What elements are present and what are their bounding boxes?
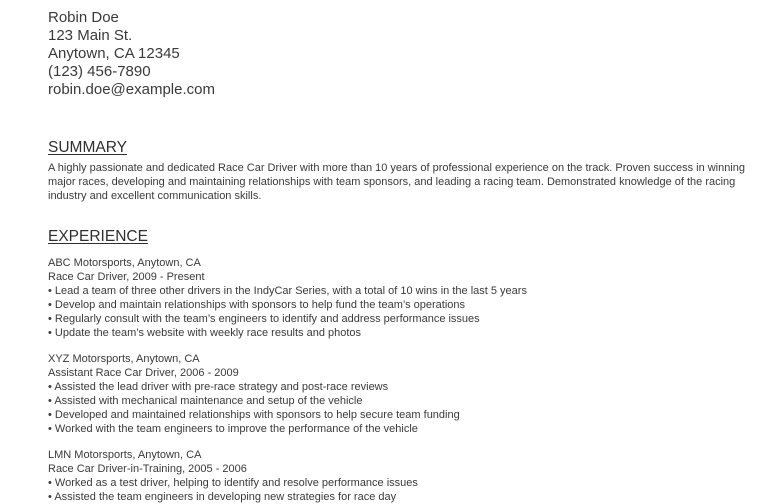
- job-company: XYZ Motorsports, Anytown, CA: [48, 353, 200, 365]
- contact-city: Anytown, CA 12345: [48, 45, 180, 62]
- job-entry: [48, 256, 748, 340]
- job-bullet: • Develop and maintain relationships with sponsors to help fund the team’s operations: [48, 298, 748, 312]
- job-bullet: • Lead a team of three other drivers in the IndyCar Series, with a total of 10 wins in the last 5 years: [48, 284, 748, 298]
- job-bullet: • Assisted the team engineers in developing new strategies for race day: [48, 490, 748, 504]
- job-bullet: • Worked as a test driver, helping to identify and resolve performance issues: [48, 476, 748, 490]
- job-bullet: • Assisted with mechanical maintenance and setup of the vehicle: [48, 394, 748, 408]
- contact-block: [48, 9, 748, 99]
- job-role: Assistant Race Car Driver, 2006 - 2009: [48, 367, 239, 379]
- job-entry: [48, 352, 748, 436]
- contact-name: Robin Doe: [48, 9, 119, 26]
- experience-heading: EXPERIENCE: [48, 228, 148, 245]
- job-bullet: • Developed and maintained relationships with sponsors to help secure team funding: [48, 408, 748, 422]
- summary-heading: SUMMARY: [48, 139, 127, 156]
- contact-email: robin.doe@example.com: [48, 81, 215, 98]
- job-role: Race Car Driver, 2009 - Present: [48, 271, 205, 283]
- summary-text: A highly passionate and dedicated Race Car Driver with more than 10 years of professional experience on the track. Proven success in winning major races, developing and maintaining relationships with team sponsors, and leading a racing team. Demonstrated knowledge of the racing industry and excellent communication skills.: [48, 162, 746, 202]
- job-bullet: • Regularly consult with the team’s engineers to identify and address performance issues: [48, 312, 748, 326]
- job-bullet: • Assisted the lead driver with pre-race strategy and post-race reviews: [48, 380, 748, 394]
- job-entry: [48, 448, 748, 504]
- resume-page: [48, 9, 748, 504]
- job-bullet: • Update the team’s website with weekly race results and photos: [48, 326, 748, 340]
- job-role: Race Car Driver-in-Training, 2005 - 2006: [48, 463, 247, 475]
- job-bullet: • Worked with the team engineers to improve the performance of the vehicle: [48, 422, 748, 436]
- job-company: ABC Motorsports, Anytown, CA: [48, 257, 201, 269]
- contact-street: 123 Main St.: [48, 27, 133, 44]
- contact-phone: (123) 456-7890: [48, 63, 151, 80]
- job-company: LMN Motorsports, Anytown, CA: [48, 449, 202, 461]
